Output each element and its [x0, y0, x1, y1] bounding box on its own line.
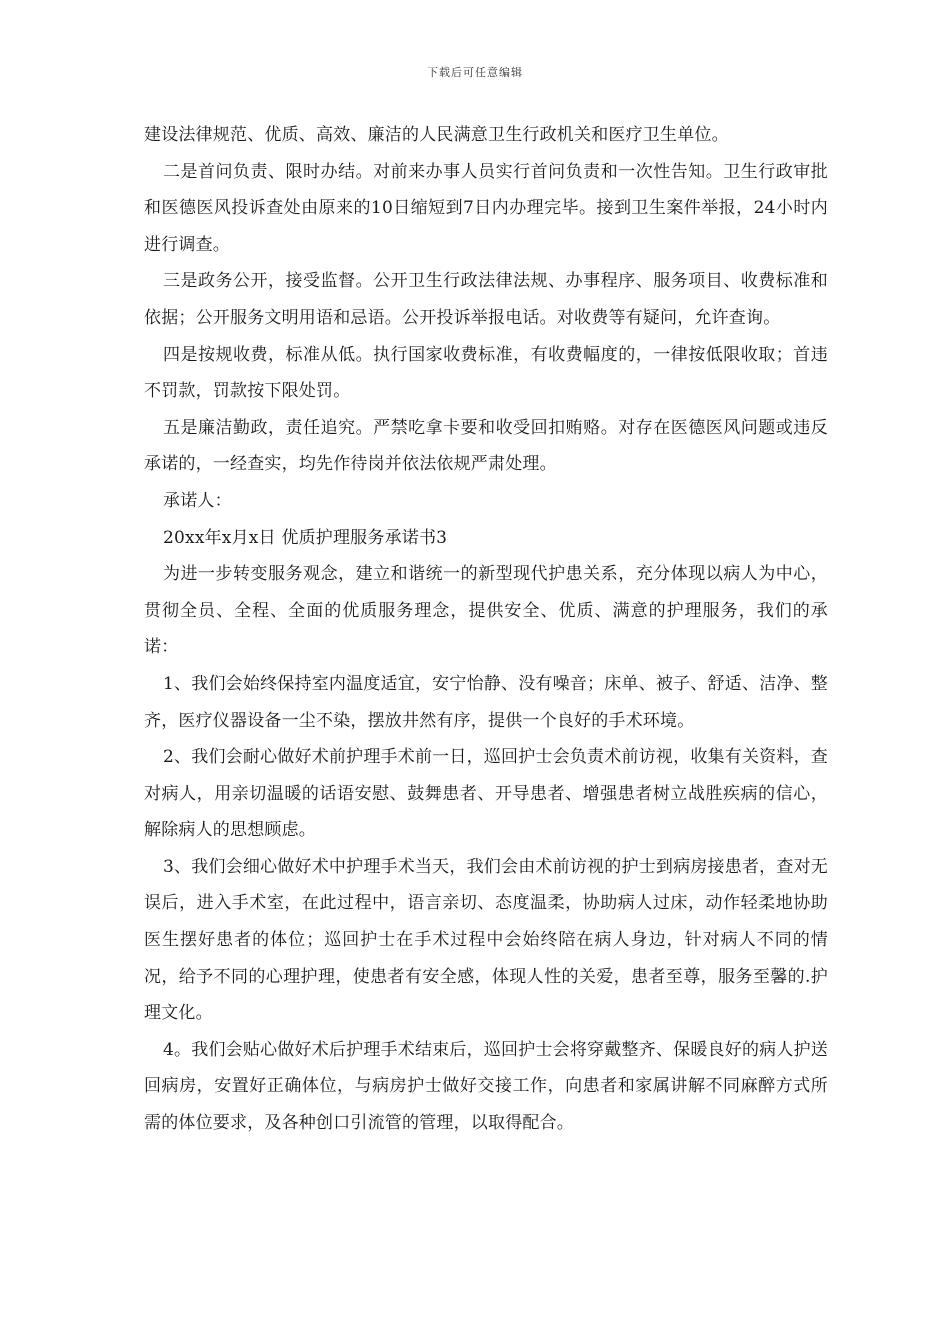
paragraph-item-2: 二是首问负责、限时办结。对前来办事人员实行首问负责和一次性告知。卫生行政审批和医德医风投诉查处由原来的10日缩短到7日内办理完毕。接到卫生案件举报，24小时内进行调查。 [144, 161, 828, 255]
paragraph-item-4: 四是按规收费，标准从低。执行国家收费标准，有收费幅度的，一律按低限收取；首违不罚款，罚款按下限处罚。 [144, 344, 828, 402]
signatory-line: 承诺人： [163, 490, 232, 511]
date-and-title-line: 20xx年x月x日 优质护理服务承诺书3 [163, 527, 448, 548]
pledge-item-3: 3、我们会细心做好术中护理手术当天，我们会由术前访视的护士到病房接患者，查对无误后，进入手术室，在此过程中，语言亲切、态度温柔，协助病人过床，动作轻柔地协助医生摆好患者的体位；巡回护士在手术过程中会始终陪在病人身边，针对病人不同的情况，给予不同的心理护理，使患者有安全感，体现人性的关爱，患者至尊，服务至馨的.护理文化。 [144, 856, 828, 1024]
pledge-item-2: 2、我们会耐心做好术前护理手术前一日，巡回护士会负责术前访视，收集有关资料，查对病人，用亲切温暖的话语安慰、鼓舞患者、开导患者、增强患者树立战胜疾病的信心，解除病人的思想顾虑。 [144, 747, 828, 841]
document-body [144, 117, 828, 1142]
page-header: 下载后可任意编辑 [427, 66, 523, 79]
paragraph-intro-continuation: 建设法律规范、优质、高效、廉洁的人民满意卫生行政机关和医疗卫生单位。 [144, 125, 729, 145]
pledge-item-4: 4。我们会贴心做好术后护理手术结束后，巡回护士会将穿戴整齐、保暖良好的病人护送回病房，安置好正确体位，与病房护士做好交接工作，向患者和家属讲解不同麻醉方式所需的体位要求，及各种创口引流管的管理，以取得配合。 [144, 1039, 828, 1134]
pledge-item-1: 1、我们会始终保持室内温度适宜，安宁怡静、没有噪音；床单、被子、舒适、洁净、整齐，医疗仪器设备一尘不染，摆放井然有序，提供一个良好的手术环境。 [144, 673, 828, 731]
paragraph-preamble: 为进一步转变服务观念，建立和谐统一的新型现代护患关系，充分体现以病人为中心，贯彻全员、全程、全面的优质服务理念，提供安全、优质、满意的护理服务，我们的承诺： [144, 564, 828, 658]
paragraph-item-3: 三是政务公开，接受监督。公开卫生行政法律法规、办事程序、服务项目、收费标准和依据；公开服务文明用语和忌语。公开投诉举报电话。对收费等有疑问，允许查询。 [144, 271, 828, 328]
paragraph-item-5: 五是廉洁勤政，责任追究。严禁吃拿卡要和收受回扣贿赂。对存在医德医风问题或违反承诺的，一经查实，均先作待岗并依法依规严肃处理。 [144, 417, 828, 475]
